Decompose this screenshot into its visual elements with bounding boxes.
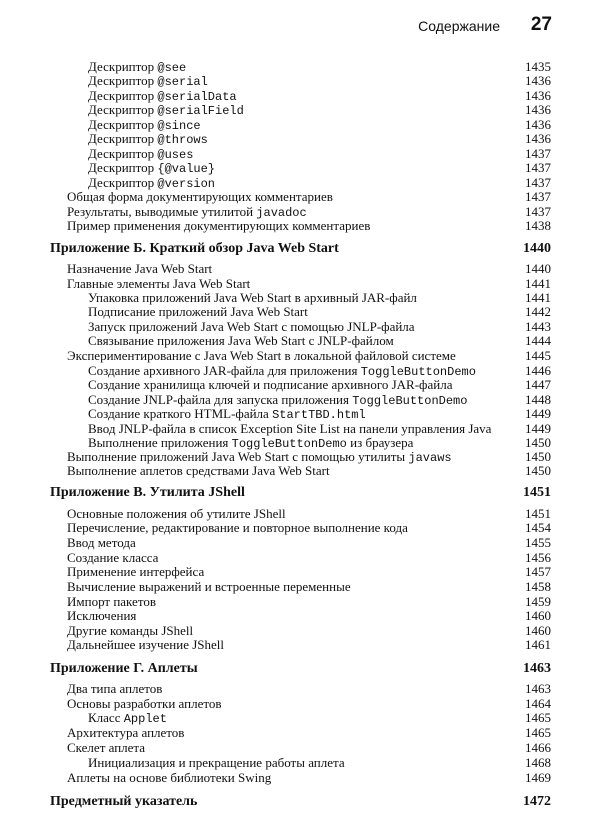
toc-entry (88, 60, 551, 74)
toc-entry (67, 697, 551, 711)
code-term: javadoc (256, 206, 307, 220)
entry-text: Выполнение аплетов средствами Java Web Start (67, 463, 330, 478)
toc-entry-title (88, 305, 308, 319)
toc-page-number: 1461 (525, 637, 551, 652)
entry-text: Ввод JNLP-файла в список Exception Site List на панели управления Java (88, 421, 492, 436)
entry-text: Назначение Java Web Start (67, 261, 213, 276)
toc-entry (67, 741, 551, 755)
toc-page-number: 1437 (525, 189, 551, 204)
toc-page-number: 1435 (525, 59, 551, 74)
entry-text: Два типа аплетов (67, 681, 163, 696)
toc-entry-title (67, 726, 184, 740)
entry-text: Создание класса (67, 550, 159, 565)
toc-entry-title (67, 682, 162, 696)
toc-entry (67, 450, 551, 464)
toc-entry-title (50, 662, 198, 676)
toc-entry-title (67, 521, 408, 535)
toc-section-heading (50, 242, 551, 256)
toc-entry (67, 464, 551, 478)
entry-text: Пример применения документирующих комментариев (67, 218, 371, 233)
toc-entry (88, 334, 551, 348)
running-title: Содержание (418, 18, 500, 34)
entry-text: Дескриптор (88, 59, 158, 74)
toc-entry (67, 507, 551, 521)
toc-entry-title (88, 407, 366, 422)
toc-page-number: 1465 (525, 725, 551, 740)
entry-text: Экспериментирование с Java Web Start в локальной файловой системе (67, 348, 456, 363)
toc-page-number: 1436 (525, 117, 551, 132)
toc-section-heading (50, 486, 551, 500)
toc-page-number: 1446 (525, 363, 551, 378)
toc-entry-title (67, 771, 271, 785)
toc-entry (88, 147, 551, 161)
entry-text: Упаковка приложений Java Web Start в архивный JAR-файл (88, 290, 417, 305)
toc-entry-title (50, 242, 339, 256)
toc-page-number: 1465 (525, 710, 551, 725)
entry-text: из браузера (346, 435, 414, 450)
toc-page-number: 1460 (525, 623, 551, 638)
entry-text: Архитектура аплетов (67, 725, 185, 740)
toc-entry-title (88, 756, 345, 770)
entry-text: Скелет аплета (67, 740, 146, 755)
toc-entry (67, 277, 551, 291)
toc-entry-title (67, 464, 330, 478)
entry-text: Главные элементы Java Web Start (67, 276, 251, 291)
toc-entry (67, 565, 551, 579)
toc-page-number: 1457 (525, 564, 551, 579)
entry-text: Вычисление выражений и встроенные переменные (67, 579, 351, 594)
toc-entry-title (67, 609, 136, 623)
entry-text: Основы разработки аплетов (67, 696, 222, 711)
code-term: @throws (157, 133, 208, 147)
toc-page-number: 1440 (523, 241, 551, 256)
toc-page-number: 1450 (525, 463, 551, 478)
entry-text: Приложение Г. Аплеты (50, 661, 198, 676)
toc-entry-title (67, 219, 370, 233)
toc-page-number: 1460 (525, 608, 551, 623)
toc-page-number: 1436 (525, 131, 551, 146)
toc-entry (67, 521, 551, 535)
entry-text: Связывание приложения Java Web Start с JNLP-файлом (88, 333, 394, 348)
toc-entry-title (67, 190, 333, 204)
toc-entry (67, 536, 551, 550)
toc-page-number: 1472 (523, 794, 551, 809)
toc-entry-title (67, 565, 204, 579)
toc-page-number: 1450 (525, 449, 551, 464)
toc-entry (88, 756, 551, 770)
entry-text: Дескриптор (88, 131, 158, 146)
toc-page-number: 1447 (525, 377, 551, 392)
toc-entry (67, 349, 551, 363)
entry-text: Создание краткого HTML-файла (88, 406, 273, 421)
entry-text: Исключения (67, 608, 137, 623)
toc-entry-title (67, 277, 250, 291)
toc-entry (88, 320, 551, 334)
code-term: @serialData (157, 90, 237, 104)
toc-entry-title (88, 334, 394, 348)
code-term: @since (157, 119, 201, 133)
code-term: @serial (157, 75, 208, 89)
entry-text: Выполнение приложений Java Web Start с помощью утилиты (67, 449, 409, 464)
toc-page-number: 1445 (525, 348, 551, 363)
toc-entry-title (67, 536, 136, 550)
entry-text: Предметный указатель (50, 794, 198, 809)
entry-text: Дескриптор (88, 88, 158, 103)
toc-page-number: 1443 (525, 319, 551, 334)
entry-text: Дескриптор (88, 117, 158, 132)
entry-text: Дескриптор (88, 146, 158, 161)
toc-entry (88, 364, 551, 378)
toc-entry (67, 682, 551, 696)
toc-section-heading (50, 662, 551, 676)
entry-text: Общая форма документирующих комментариев (67, 189, 333, 204)
toc-entry (67, 609, 551, 623)
toc-page-number: 1440 (525, 261, 551, 276)
toc-entry-title (88, 422, 491, 436)
entry-text: Основные положения об утилите JShell (67, 506, 286, 521)
toc-entry (67, 190, 551, 204)
toc-entry (88, 711, 551, 725)
entry-text: Дескриптор (88, 102, 158, 117)
entry-text: Дескриптор (88, 175, 158, 190)
toc-page-number: 1466 (525, 740, 551, 755)
toc-section-heading (50, 795, 551, 809)
toc-entry (88, 74, 551, 88)
toc-entry (88, 305, 551, 319)
entry-text: Приложение Б. Краткий обзор Java Web Start (50, 241, 339, 256)
code-term: @serialField (157, 104, 244, 118)
entry-text: Дескриптор (88, 73, 158, 88)
toc-entry-title (67, 507, 286, 521)
toc-page-number: 1463 (523, 661, 551, 676)
toc-page-number: 1438 (525, 218, 551, 233)
toc-entry (67, 205, 551, 219)
entry-text: Дальнейшее изучение JShell (67, 637, 224, 652)
toc-entry (88, 422, 551, 436)
toc-entry-title (67, 262, 212, 276)
toc-entry-title (67, 551, 158, 565)
toc-entry-title (88, 320, 415, 334)
toc-page-number: 1436 (525, 102, 551, 117)
toc-page-number: 1444 (525, 333, 551, 348)
entry-text: Подписание приложений Java Web Start (88, 304, 308, 319)
toc-page-number: 1469 (525, 770, 551, 785)
toc-entry-title (50, 795, 197, 809)
toc-entry (88, 378, 551, 392)
toc-entry (88, 176, 551, 190)
toc-page-number: 1437 (525, 146, 551, 161)
entry-text: Ввод метода (67, 535, 136, 550)
toc-page-number: 1449 (525, 406, 551, 421)
toc-entry (67, 595, 551, 609)
toc-entry-title (67, 349, 456, 363)
code-term: @see (157, 61, 187, 75)
toc-page-number: 1436 (525, 88, 551, 103)
toc-entry (67, 771, 551, 785)
toc-entry-title (88, 291, 417, 305)
entry-text: Перечисление, редактирование и повторное выполнение кода (67, 520, 408, 535)
entry-text: Создание JNLP-файла для запуска приложения (88, 392, 353, 407)
toc-entry (67, 580, 551, 594)
toc-entry-title (88, 378, 452, 392)
toc-page-number: 1458 (525, 579, 551, 594)
code-term: StartTBD.html (272, 408, 366, 422)
page-header (0, 14, 600, 38)
toc-entry (67, 219, 551, 233)
entry-text: Создание хранилища ключей и подписание архивного JAR-файла (88, 377, 453, 392)
entry-text: Импорт пакетов (67, 594, 156, 609)
entry-text: Класс (88, 710, 124, 725)
toc-entry-title (67, 580, 351, 594)
toc-entry (88, 407, 551, 421)
toc-entry-title (50, 486, 245, 500)
toc-entry-title (88, 103, 244, 118)
toc-page-number: 1456 (525, 550, 551, 565)
toc-entry-title (67, 697, 222, 711)
toc-entry-title (67, 624, 193, 638)
toc-page-number: 1436 (525, 73, 551, 88)
toc-entry (88, 291, 551, 305)
entry-text: Выполнение приложения (88, 435, 232, 450)
toc-entry (67, 551, 551, 565)
toc-page-number: 1441 (525, 276, 551, 291)
toc-page-number: 1455 (525, 535, 551, 550)
toc-entry (67, 262, 551, 276)
toc-entry (88, 89, 551, 103)
code-term: Applet (123, 712, 167, 726)
toc-page-number: 1437 (525, 204, 551, 219)
toc-page-number: 1454 (525, 520, 551, 535)
toc-entry (67, 726, 551, 740)
toc-entry (88, 118, 551, 132)
toc-entry-title (88, 711, 167, 726)
entry-text: Аплеты на основе библиотеки Swing (67, 770, 272, 785)
toc-page-number: 1450 (525, 435, 551, 450)
toc-page-number: 1459 (525, 594, 551, 609)
toc-page-number: 1449 (525, 421, 551, 436)
toc-entry (88, 161, 551, 175)
code-term: @uses (157, 148, 194, 162)
toc-page-number: 1442 (525, 304, 551, 319)
entry-text: Приложение В. Утилита JShell (50, 485, 245, 500)
code-term: javaws (408, 451, 452, 465)
toc-entry-title (88, 161, 215, 176)
entry-text: Применение интерфейса (67, 564, 205, 579)
toc-entry (67, 624, 551, 638)
entry-text: Создание архивного JAR-файла для приложения (88, 363, 361, 378)
toc-page-number: 1441 (525, 290, 551, 305)
toc-page-number: 1468 (525, 755, 551, 770)
toc-page-number: 1451 (523, 485, 551, 500)
toc-entry-title (88, 74, 208, 89)
entry-text: Запуск приложений Java Web Start с помощью JNLP-файла (88, 319, 415, 334)
toc-page-number: 1448 (525, 392, 551, 407)
code-term: ToggleButtonDemo (360, 365, 476, 379)
toc-page-number: 1437 (525, 175, 551, 190)
toc-entry (88, 103, 551, 117)
toc-page-number: 1451 (525, 506, 551, 521)
code-term: ToggleButtonDemo (231, 437, 347, 451)
toc-page-number: 1437 (525, 160, 551, 175)
page-number: 27 (530, 14, 552, 35)
entry-text: Инициализация и прекращение работы аплета (88, 755, 345, 770)
toc-page-number: 1464 (525, 696, 551, 711)
toc-page-number: 1463 (525, 681, 551, 696)
toc-entry-title (67, 595, 156, 609)
toc-entry (88, 132, 551, 146)
code-term: {@value} (157, 162, 215, 176)
entry-text: Результаты, выводимые утилитой (67, 204, 257, 219)
toc-entry-title (88, 132, 208, 147)
entry-text: Другие команды JShell (67, 623, 194, 638)
code-term: ToggleButtonDemo (352, 394, 468, 408)
toc-entry-title (67, 638, 224, 652)
toc-entry (67, 638, 551, 652)
toc-entry (88, 393, 551, 407)
entry-text: Дескриптор (88, 160, 158, 175)
toc-entry-title (67, 741, 145, 755)
toc-entry (88, 436, 551, 450)
code-term: @version (157, 177, 215, 191)
